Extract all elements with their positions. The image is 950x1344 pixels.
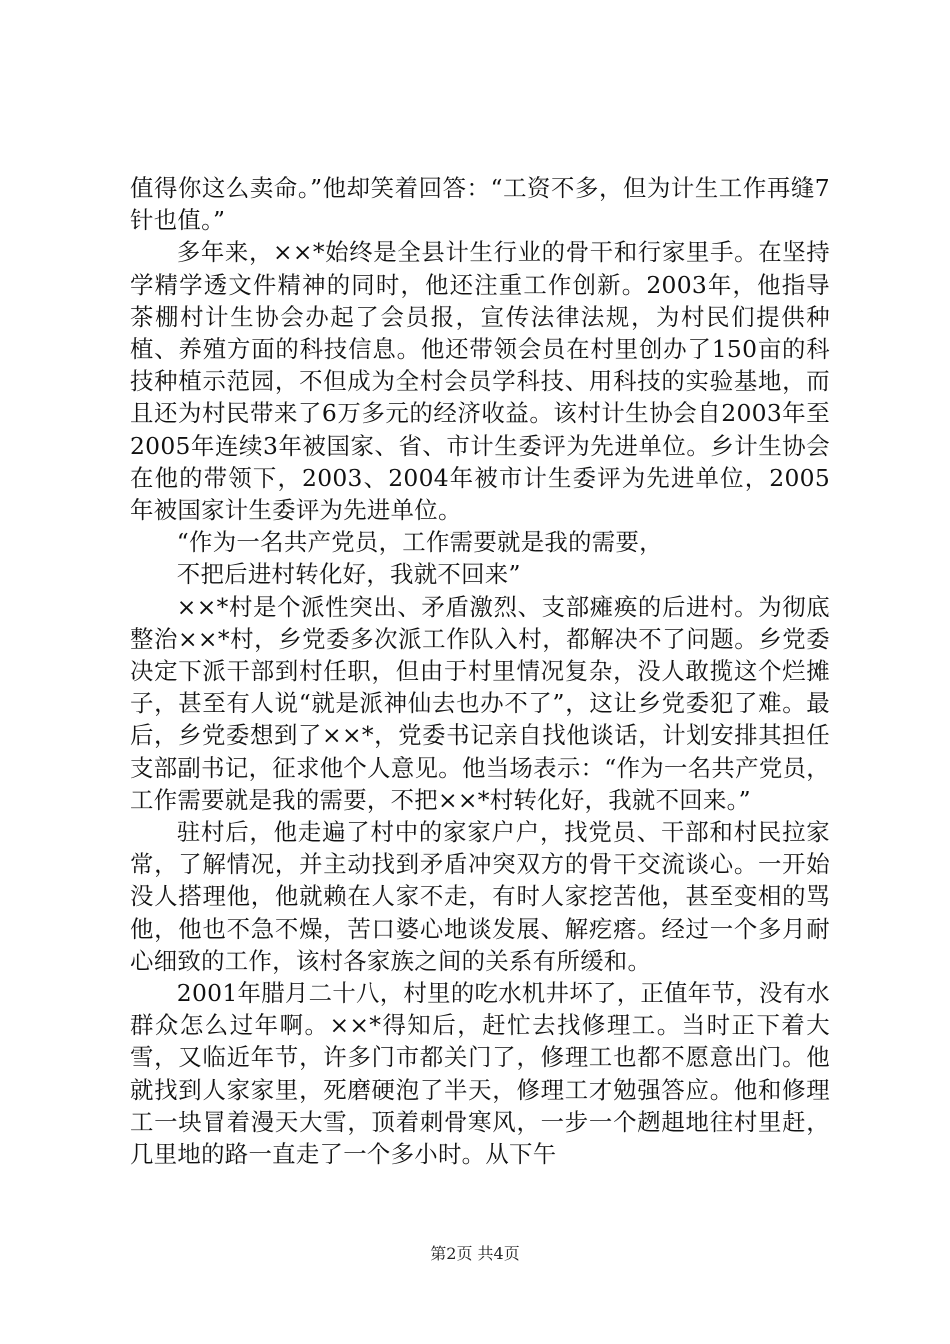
paragraph-3: ××*村是个派性突出、矛盾激烈、支部瘫痪的后进村。为彻底整治××*村，乡党委多次派工作队入村，都解决不了问题。乡党委决定下派干部到村任职，但由于村里情况复杂，没人敢揽这个烂摊子，甚至有人说“就是派神仙去也办不了”，这让乡党委犯了难。最后，乡党委想到了××*，党委书记亲自找他谈话，计划安排其担任支部副书记，征求他个人意见。他当场表示：“作为一名共产党员，工作需要就是我的需要，不把××*村转化好，我就不回来。” [130,592,830,814]
heading-quote-line-1: “作为一名共产党员，工作需要就是我的需要， [176,528,663,557]
paragraph-1: 值得你这么卖命。”他却笑着回答：“工资不多，但为计生工作再缝7针也值。” [130,174,830,235]
page-number-label: 第2页 共4页 [430,1244,520,1263]
paragraph-5: 2001年腊月二十八，村里的吃水机井坏了，正值年节，没有水群众怎么过年啊。××*得知后，赶忙去找修理工。当时正下着大雪，又临近年节，许多门市都关门了，修理工也都不愿意出门。他就找到人家家里，死磨硬泡了半天，修理工才勉强答应。他和修理工一块冒着漫天大雪，顶着刺骨寒风，一步一个趔趄地往村里赶，几里地的路一直走了一个多小时。从下午 [130,979,830,1169]
paragraph-2: 多年来，××*始终是全县计生行业的骨干和行家里手。在坚持学精学透文件精神的同时，他还注重工作创新。2003年，他指导茶棚村计生协会办起了会员报，宣传法律法规，为村民们提供种植、养殖方面的科技信息。他还带领会员在村里创办了150亩的科技种植示范园，不但成为全村会员学科技、用科技的实验基地，而且还为村民带来了6万多元的经济收益。该村计生协会自2003年至2005年连续3年被国家、省、市计生委评为先进单位。乡计生协会在他的带领下，2003、2004年被市计生委评为先进单位，2005年被国家计生委评为先进单位。 [130,238,830,525]
paragraph-4: 驻村后，他走遍了村中的家家户户，找党员、干部和村民拉家常，了解情况，并主动找到矛盾冲突双方的骨干交流谈心。一开始没人搭理他，他就赖在人家不走，有时人家挖苦他，甚至变相的骂他，他也不急不燥，苦口婆心地谈发展、解疙瘩。经过一个多月耐心细致的工作，该村各家族之间的关系有所缓和。 [130,818,830,975]
document-body [130,172,830,1170]
page-footer [0,1244,950,1264]
heading-quote-line-2: 不把后进村转化好，我就不回来” [176,560,521,589]
